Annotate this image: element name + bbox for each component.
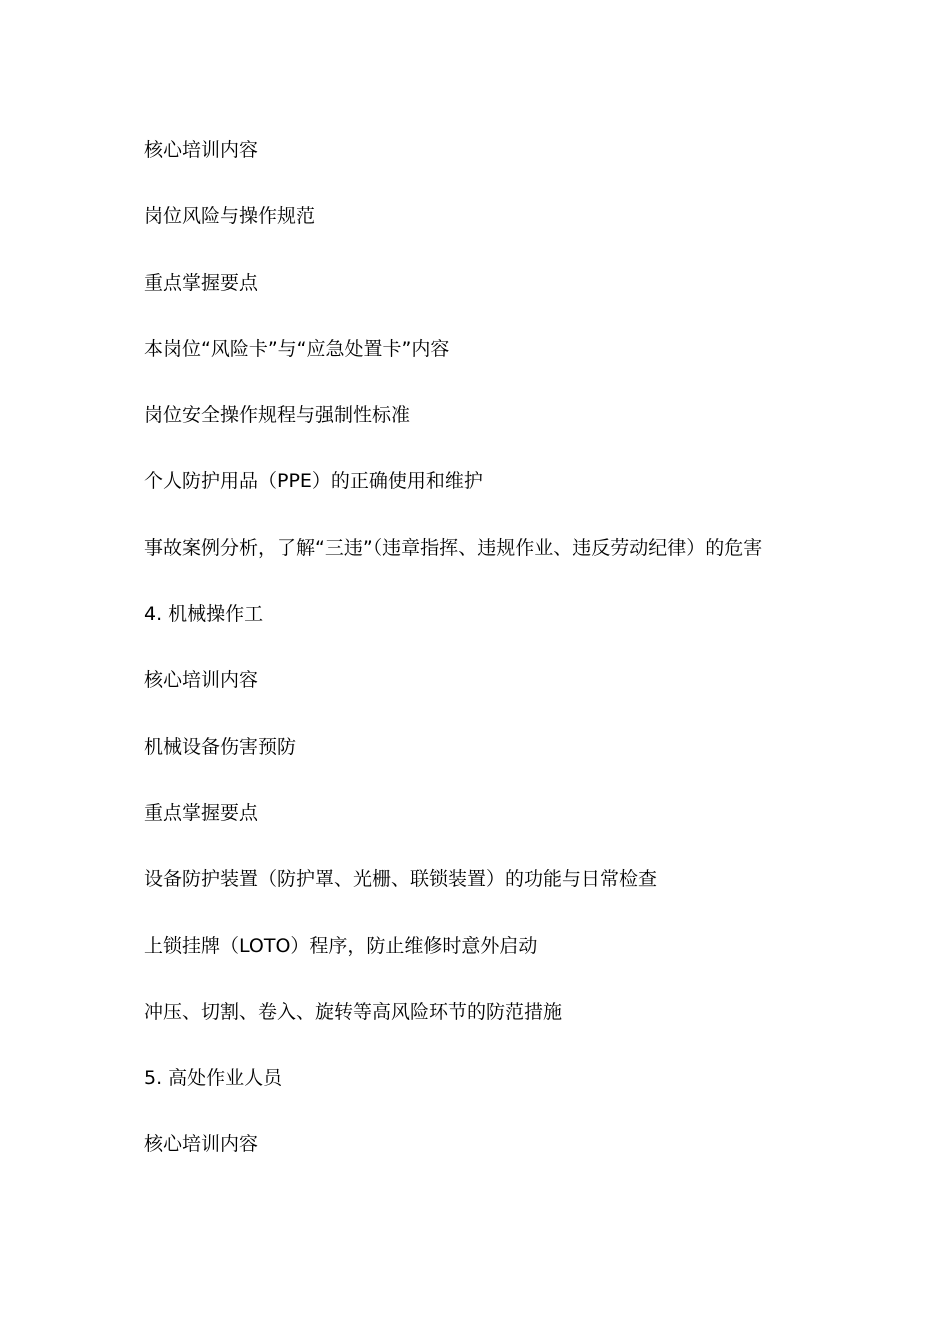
section-label: 重点掌握要点 bbox=[144, 271, 259, 294]
document-body bbox=[144, 137, 924, 1198]
key-point: 事故案例分析，了解“三违”（违章指挥、违规作业、违反劳动纪律）的危害 bbox=[144, 536, 763, 559]
key-point: 本岗位“风险卡”与“应急处置卡”内容 bbox=[144, 337, 450, 360]
section-label: 核心培训内容 bbox=[144, 669, 259, 692]
key-point: 上锁挂牌（LOTO）程序，防止维修时意外启动 bbox=[144, 934, 538, 957]
section-label: 核心培训内容 bbox=[144, 139, 259, 161]
section-label: 重点掌握要点 bbox=[144, 801, 259, 824]
key-point: 设备防护装置（防护罩、光栅、联锁装置）的功能与日常检查 bbox=[144, 868, 658, 891]
key-point: 冲压、切割、卷入、旋转等高风险环节的防范措施 bbox=[144, 1000, 563, 1023]
section-topic: 岗位风险与操作规范 bbox=[144, 205, 316, 228]
role-heading: 5. 高处作业人员 bbox=[144, 1067, 283, 1090]
key-point: 个人防护用品（PPE）的正确使用和维护 bbox=[144, 470, 483, 493]
key-point: 岗位安全操作规程与强制性标准 bbox=[144, 404, 411, 427]
section-label: 核心培训内容 bbox=[144, 1133, 259, 1156]
role-heading: 4. 机械操作工 bbox=[144, 603, 264, 626]
section-topic: 机械设备伤害预防 bbox=[144, 735, 297, 758]
